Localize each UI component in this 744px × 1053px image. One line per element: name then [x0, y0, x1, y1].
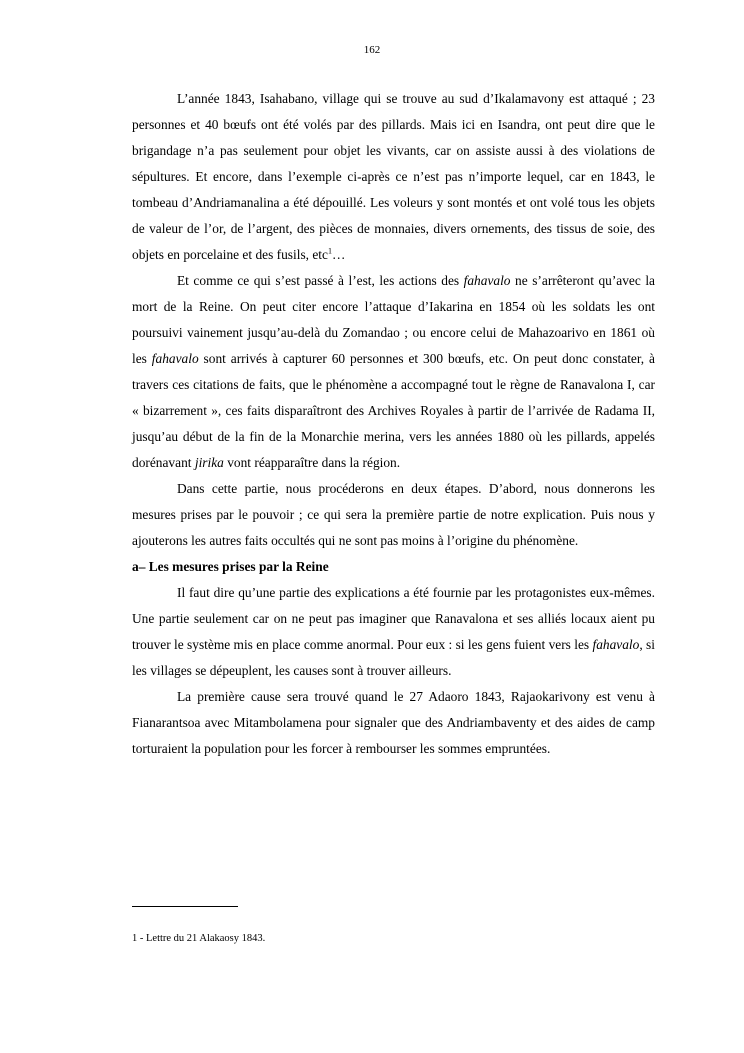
paragraph-4-seg2: , si les villages se dépeuplent, les causes sont à trouver ailleurs. [132, 637, 655, 678]
paragraph-2-seg3: sont arrivés à capturer 60 personnes et 300 bœufs, etc. On peut donc constater, à travers ces citations de faits, que le phénomène a accompagné tout le règne de Ranavalona I, car « bizarrement », ces faits disparaîtront des Archives Royales à partir de l’arrivée de Radama II, jusqu’au début de la fin de la Monarchie merina, vers les années 1880 où les pillards, appelés dorénavant [132, 351, 655, 470]
paragraph-3: Dans cette partie, nous procéderons en deux étapes. D’abord, nous donnerons les mesures prises par le pouvoir ; ce qui sera la première partie de notre explication. Puis nous y ajouterons les autres faits occultés qui ne sont pas moins à l’origine du phénomène. [132, 481, 655, 548]
body-text [132, 86, 655, 762]
paragraph-1-text: L’année 1843, Isahabano, village qui se trouve au sud d’Ikalamavony est attaqué ; 23 personnes et 40 bœufs ont été volés par des pillards. Mais ici en Isandra, ont peut dire que le brigandage n’a pas seulement pour objet les vivants, car on assiste aussi à des violations de sépultures. Et encore, dans l’exemple ci-après ce n’est pas n’importe lequel, car en 1843, le tombeau d’Andriamanalina a été dépouillé. Les voleurs y sont montés et ont volé tous les objets de valeur de l’or, de l’argent, des pièces de monnaies, divers ornements, des tissus de soie, des objets en porcelaine et des fusils, etc [132, 91, 655, 262]
term-fahavalo: fahavalo [463, 273, 511, 288]
page-number: 162 [363, 44, 381, 56]
term-fahavalo: fahavalo [592, 637, 640, 652]
paragraph-4 [132, 580, 655, 684]
paragraph-4-seg1: Il faut dire qu’une partie des explications a été fournie par les protagonistes eux-mêmes. Une partie seulement car on ne peut pas imaginer que Ranavalona et ses alliés locaux aient pu trouver le système mis en place comme anormal. Pour eux : si les gens fuient vers les [132, 585, 655, 652]
paragraph-2 [132, 268, 655, 476]
term-fahavalo: fahavalo [151, 351, 199, 366]
section-heading: a– Les mesures prises par la Reine [132, 559, 329, 574]
term-jirika: jirika [194, 455, 224, 470]
footnote: 1 - Lettre du 21 Alakaosy 1843. [132, 933, 266, 944]
footnote-reference[interactable]: 1 [327, 246, 332, 256]
paragraph-2-seg1: Et comme ce qui s’est passé à l’est, les actions des [177, 273, 464, 288]
paragraph-1-tail: … [331, 247, 346, 262]
paragraph-2-seg2: ne s’arrêteront qu’avec la mort de la Reine. On peut citer encore l’attaque d’Iakarina en 1854 où les soldats les ont poursuivi vainement jusqu’au-delà du Zomandao ; ou encore celui de Mahazoarivo en 1861 où les [132, 273, 656, 366]
paragraph-1 [132, 86, 655, 268]
paragraph-5: La première cause sera trouvé quand le 27 Adaoro 1843, Rajaokarivony est venu à Fianarantsoa avec Mitambolamena pour signaler que des Andriambaventy et des aides de camp torturaient la population pour les forcer à rembourser les sommes empruntées. [132, 689, 655, 756]
paragraph-2-seg4: vont réapparaître dans la région. [223, 455, 401, 470]
footnote-divider [132, 906, 238, 907]
